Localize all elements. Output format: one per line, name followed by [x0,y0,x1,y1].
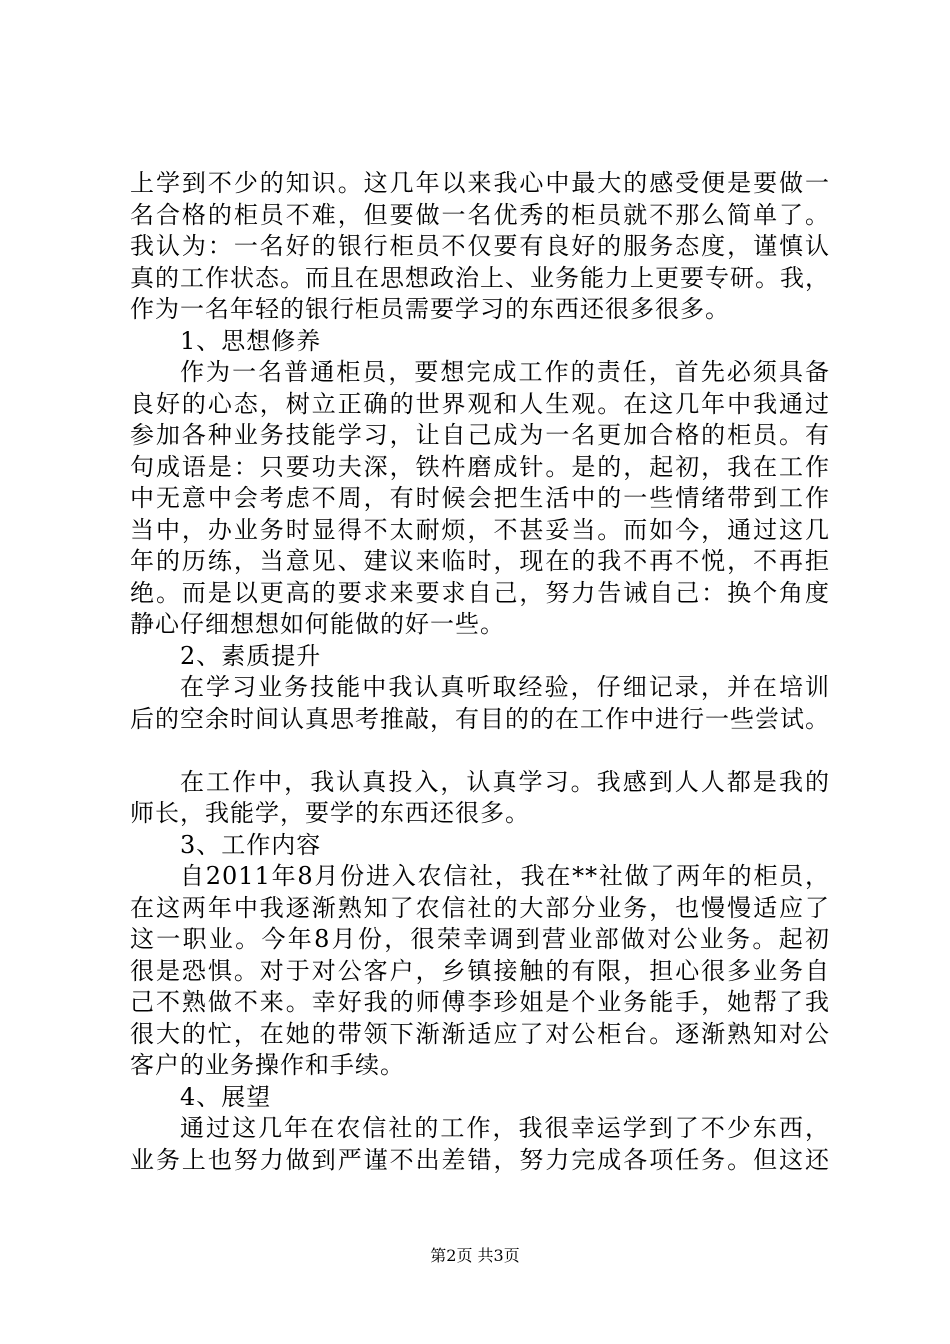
text-line: 名合格的柜员不难，但要做一名优秀的柜员就不那么简单了。 [130,200,830,229]
text-line: 后的空余时间认真思考推敲，有目的的在工作中进行一些尝试。 [130,704,830,733]
text-line: 中无意中会考虑不周，有时候会把生活中的一些情绪带到工作 [130,484,830,512]
text-line: 上学到不少的知识。这几年以来我心中最大的感受便是要做一 [130,169,830,197]
text-line: 在学习业务技能中我认真听取经验，仔细记录，并在培训 [180,673,830,701]
text-line: 很大的忙，在她的带领下渐渐适应了对公柜台。逐渐熟知对公 [130,1019,830,1048]
blank-line [130,735,830,767]
text-line: 客户的业务操作和手续。 [130,1051,405,1079]
text-line: 参加各种业务技能学习，让自己成为一名更加合格的柜员。有 [130,421,830,449]
text-line: 作为一名年轻的银行柜员需要学习的东西还很多很多。 [130,295,730,323]
text-line: 在这两年中我逐渐熟知了农信社的大部分业务，也慢慢适应了 [130,893,830,922]
text-line: 良好的心态，树立正确的世界观和人生观。在这几年中我通过 [130,389,830,418]
text-line: 业务上也努力做到严谨不出差错，努力完成各项任务。但这还 [130,1145,830,1174]
page-footer: 第2页 共3页 [430,1246,520,1265]
text-line: 通过这几年在农信社的工作，我很幸运学到了不少东西， [180,1114,830,1142]
text-line: 句成语是：只要功夫深，铁杵磨成针。是的，起初，我在工作 [130,452,830,481]
text-line: 绝。而是以更高的要求来要求自己，努力告诫自己：换个角度 [130,578,830,607]
text-line: 真的工作状态。而且在思想政治上、业务能力上更要专研。我， [130,263,830,292]
text-line: 静心仔细想想如何能做的好一些。 [130,610,505,638]
text-line: 己不熟做不来。幸好我的师傅李珍姐是个业务能手，她帮了我 [130,988,830,1016]
text-line: 2、素质提升 [180,641,322,670]
text-line: 我认为：一名好的银行柜员不仅要有良好的服务态度，谨慎认 [130,232,830,260]
text-line: 1、思想修养 [180,326,322,355]
text-line: 这一职业。今年8月份，很荣幸调到营业部做对公业务。起初 [130,925,830,953]
text-line: 师长，我能学，要学的东西还很多。 [130,799,530,827]
text-line: 3、工作内容 [180,830,322,859]
text-line: 当中，办业务时显得不太耐烦，不甚妥当。而如今，通过这几 [130,515,830,544]
text-line: 很是恐惧。对于对公客户，乡镇接触的有限，担心很多业务自 [130,956,830,985]
body-text [130,168,830,1176]
text-line: 自2011年8月份进入农信社，我在**社做了两年的柜员， [180,862,830,890]
text-line: 年的历练，当意见、建议来临时，现在的我不再不悦，不再拒 [130,547,830,575]
text-line: 4、展望 [180,1082,272,1111]
text-line: 在工作中，我认真投入，认真学习。我感到人人都是我的 [180,767,830,796]
text-line: 作为一名普通柜员，要想完成工作的责任，首先必须具备 [180,358,830,386]
